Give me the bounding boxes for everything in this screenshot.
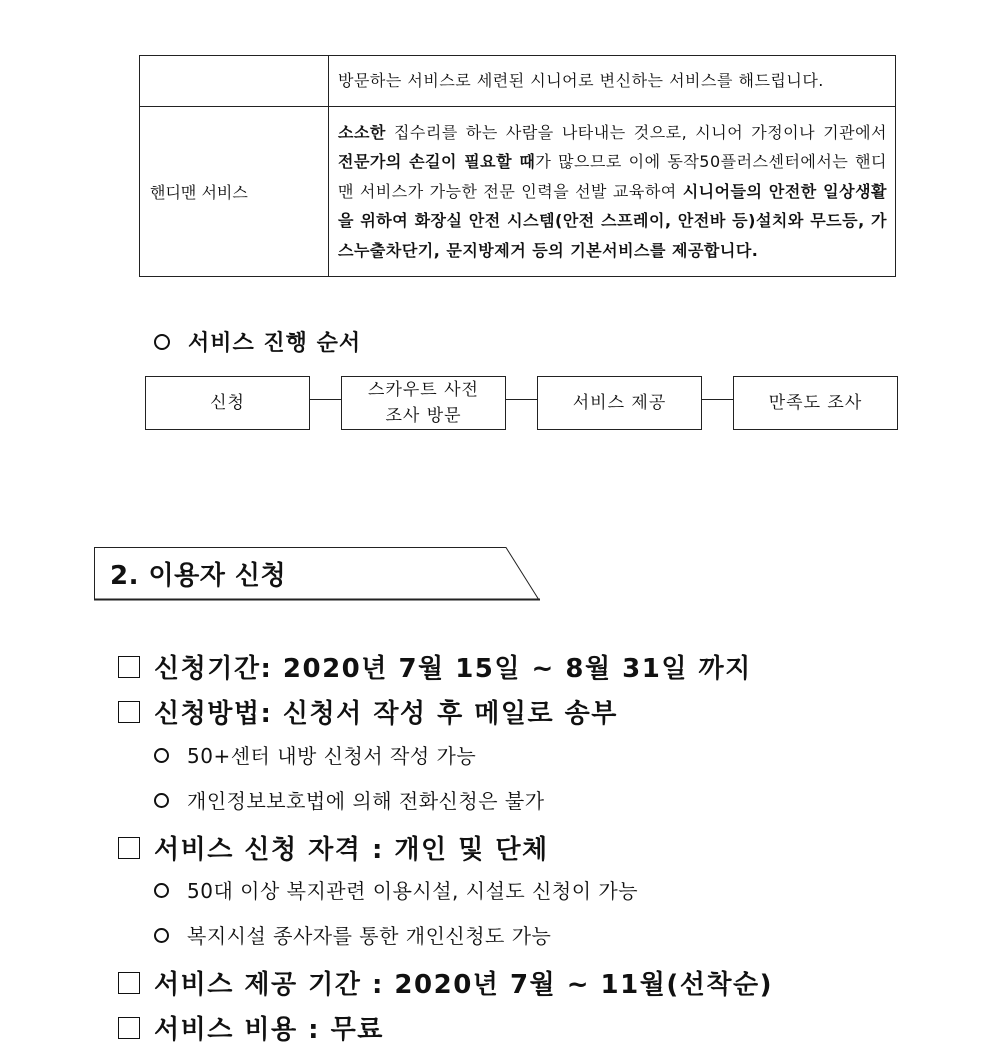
list-item	[118, 964, 773, 1001]
sub-list-item-text: 50대 이상 복지관련 이용시설, 시설도 신청이 가능	[187, 879, 639, 903]
list-item	[118, 1009, 384, 1046]
checkbox-icon	[118, 701, 140, 723]
section-title: 2. 이용자 신청	[110, 561, 287, 591]
process-step-label: 조사 방문	[385, 406, 462, 426]
circle-bullet-icon	[154, 928, 169, 943]
sub-list-item-text: 개인정보보호법에 의해 전화신청은 불가	[187, 789, 545, 813]
list-item-text: 서비스 신청 자격 : 개인 및 단체	[154, 835, 549, 865]
process-step-survey	[733, 376, 898, 430]
table-description-cell: 방문하는 서비스로 세련된 시니어로 변신하는 서비스를 해드립니다.	[329, 56, 896, 107]
checkbox-icon	[118, 972, 140, 994]
process-step-apply	[145, 376, 310, 430]
process-step-label: 신청	[210, 393, 245, 413]
circle-bullet-icon	[154, 748, 169, 763]
sub-list-item	[154, 920, 551, 949]
process-step-label: 서비스 제공	[572, 393, 667, 413]
body-text: 집수리를 하는 사람을 나타내는 것으로, 시니어 가정이나 기관에서	[385, 122, 887, 142]
process-step-label: 만족도 조사	[768, 393, 863, 413]
circle-bullet-icon	[154, 883, 169, 898]
process-heading-text: 서비스 진행 순서	[188, 331, 362, 356]
list-item	[118, 693, 618, 730]
sub-list-item-text: 50+센터 내방 신청서 작성 가능	[187, 744, 477, 768]
process-step-scout-visit	[341, 376, 506, 430]
body-text: 가 많으므로 이에 동작50플러스센터에서는 핸디맨 서비스가 가능한 전문 인력을 선발 교육하여	[338, 152, 887, 201]
section-banner	[94, 547, 540, 601]
emphasis-text: 시니어들의 안전한 일상생활을 위하여 화장실 안전 시스템(안전 스프레이, 안전바 등)설치와 무드등, 가스누출차단기, 문지방제거 등의 기본서비스를 제공합니다.	[338, 181, 887, 260]
process-step-service	[537, 376, 702, 430]
table-description-cell	[329, 107, 896, 277]
process-connector	[506, 399, 537, 400]
sub-list-item	[154, 785, 545, 814]
checkbox-icon	[118, 656, 140, 678]
list-item-text: 서비스 제공 기간 : 2020년 7월 ~ 11월(선착순)	[154, 970, 773, 1000]
table-row	[140, 107, 896, 277]
circle-bullet-icon	[154, 334, 170, 350]
process-heading	[154, 326, 361, 357]
sub-list-item	[154, 740, 476, 769]
process-step-label: 스카우트 사전	[368, 380, 479, 400]
table-label-cell: 핸디맨 서비스	[140, 107, 329, 277]
table-row	[140, 56, 896, 107]
list-item-text: 신청기간: 2020년 7월 15일 ~ 8월 31일 까지	[154, 654, 752, 684]
list-item-text: 서비스 비용 : 무료	[154, 1015, 384, 1045]
checkbox-icon	[118, 1017, 140, 1039]
circle-bullet-icon	[154, 793, 169, 808]
table-label-cell	[140, 56, 329, 107]
list-item-text: 신청방법: 신청서 작성 후 메일로 송부	[154, 699, 618, 729]
emphasis-text: 전문가의 손길이 필요할 때	[338, 152, 536, 172]
sub-list-item-text: 복지시설 종사자를 통한 개인신청도 가능	[187, 924, 552, 948]
checkbox-icon	[118, 837, 140, 859]
sub-list-item	[154, 875, 638, 904]
emphasis-text: 소소한	[338, 122, 386, 142]
process-connector	[702, 399, 733, 400]
process-connector	[310, 399, 341, 400]
service-table	[139, 55, 896, 277]
list-item	[118, 829, 549, 866]
list-item	[118, 648, 752, 685]
